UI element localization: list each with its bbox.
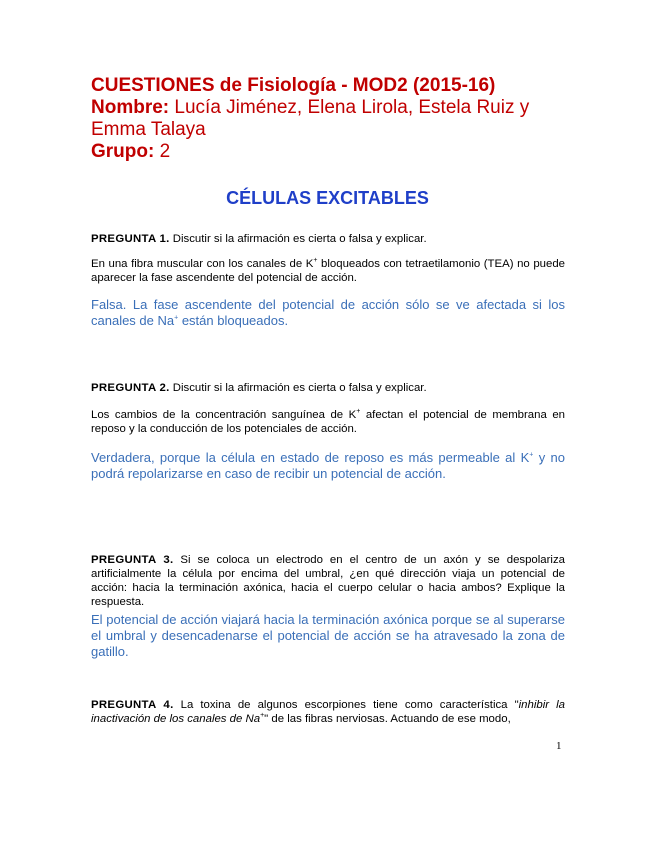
section-title: CÉLULAS EXCITABLES — [226, 188, 429, 208]
question-1-heading — [91, 232, 565, 246]
question-4-label: PREGUNTA 4. — [91, 699, 174, 711]
question-1-label: PREGUNTA 1. — [91, 233, 170, 245]
question-1-statement-text-a: En una fibra muscular con los canales de K — [91, 258, 314, 270]
question-2-heading — [91, 381, 565, 395]
group-line — [91, 141, 571, 163]
grupo-label: Grupo: — [91, 141, 155, 162]
question-1-statement-text-b: bloqueados con tetraetilamonio (TEA) no puede aparecer la fase ascendente del potencial de acción. — [91, 258, 565, 284]
question-4-text — [91, 698, 565, 726]
question-4-italic: inhibir la inactivación de los canales de Na — [91, 699, 565, 725]
nombre-label: Nombre: — [91, 97, 170, 118]
question-1-instruction: Discutir si la afirmación es cierta o falsa y explicar. — [169, 233, 427, 245]
question-2-answer-text-a: Verdadera, porque la célula en estado de reposo es más permeable al K — [91, 450, 530, 465]
question-1-statement — [91, 257, 565, 285]
author-line — [91, 97, 571, 141]
question-4-text-a: La toxina de algunos escorpiones tiene como característica " — [173, 699, 519, 711]
question-2-statement-sup: + — [356, 408, 361, 416]
question-2-answer-text-b: y no podrá repolarizarse en caso de recibir un potencial de acción. — [91, 450, 566, 481]
question-3-answer: El potencial de acción viajará hacia la terminación axónica porque se al superarse el umbral y desencadenarse el potencial de acción se ha atravesado la zona de gatillo. — [91, 612, 565, 659]
question-1-answer-sup: + — [174, 314, 179, 322]
question-1-answer-text-a: Falsa. La fase ascendente del potencial de acción sólo se ve afectada si los canales de Na — [91, 297, 565, 328]
question-2-statement — [91, 408, 565, 436]
question-1-answer — [91, 297, 565, 329]
question-2-answer — [91, 450, 565, 482]
question-2-instruction: Discutir si la afirmación es cierta o falsa y explicar. — [169, 382, 427, 394]
question-4-sup: + — [260, 712, 265, 720]
grupo-value: 2 — [154, 141, 171, 162]
question-1-statement-sup: + — [313, 257, 318, 265]
question-2-statement-text-a: Los cambios de la concentración sanguínea de K — [91, 409, 357, 421]
question-2-answer-sup: + — [529, 451, 534, 459]
document-title: CUESTIONES de Fisiología - MOD2 (2015-16) — [91, 75, 496, 96]
question-2-statement-text-b: afectan el potencial de membrana en reposo y la conducción de los potenciales de acción. — [91, 409, 565, 435]
question-2-label: PREGUNTA 2. — [91, 382, 170, 394]
document-header — [91, 75, 571, 163]
question-4-text-b: " de las fibras nerviosas. Actuando de ese modo, — [264, 713, 511, 725]
page-number: 1 — [556, 740, 562, 752]
nombre-value: Lucía Jiménez, Elena Lirola, Estela Ruiz y Emma Talaya — [91, 97, 530, 140]
question-1-answer-text-b: están bloqueados. — [178, 313, 289, 328]
question-3-body: Si se coloca un electrodo en el centro de un axón y se despolariza artificialmente la célula por encima del umbral, ¿en qué dirección viaja un potencial de acción: hacia la terminación axónica, hacia el cuerpo celular o hacia ambos? Explique la respuesta. — [91, 554, 565, 608]
question-3-label: PREGUNTA 3. — [91, 554, 174, 566]
question-3-text — [91, 553, 565, 609]
